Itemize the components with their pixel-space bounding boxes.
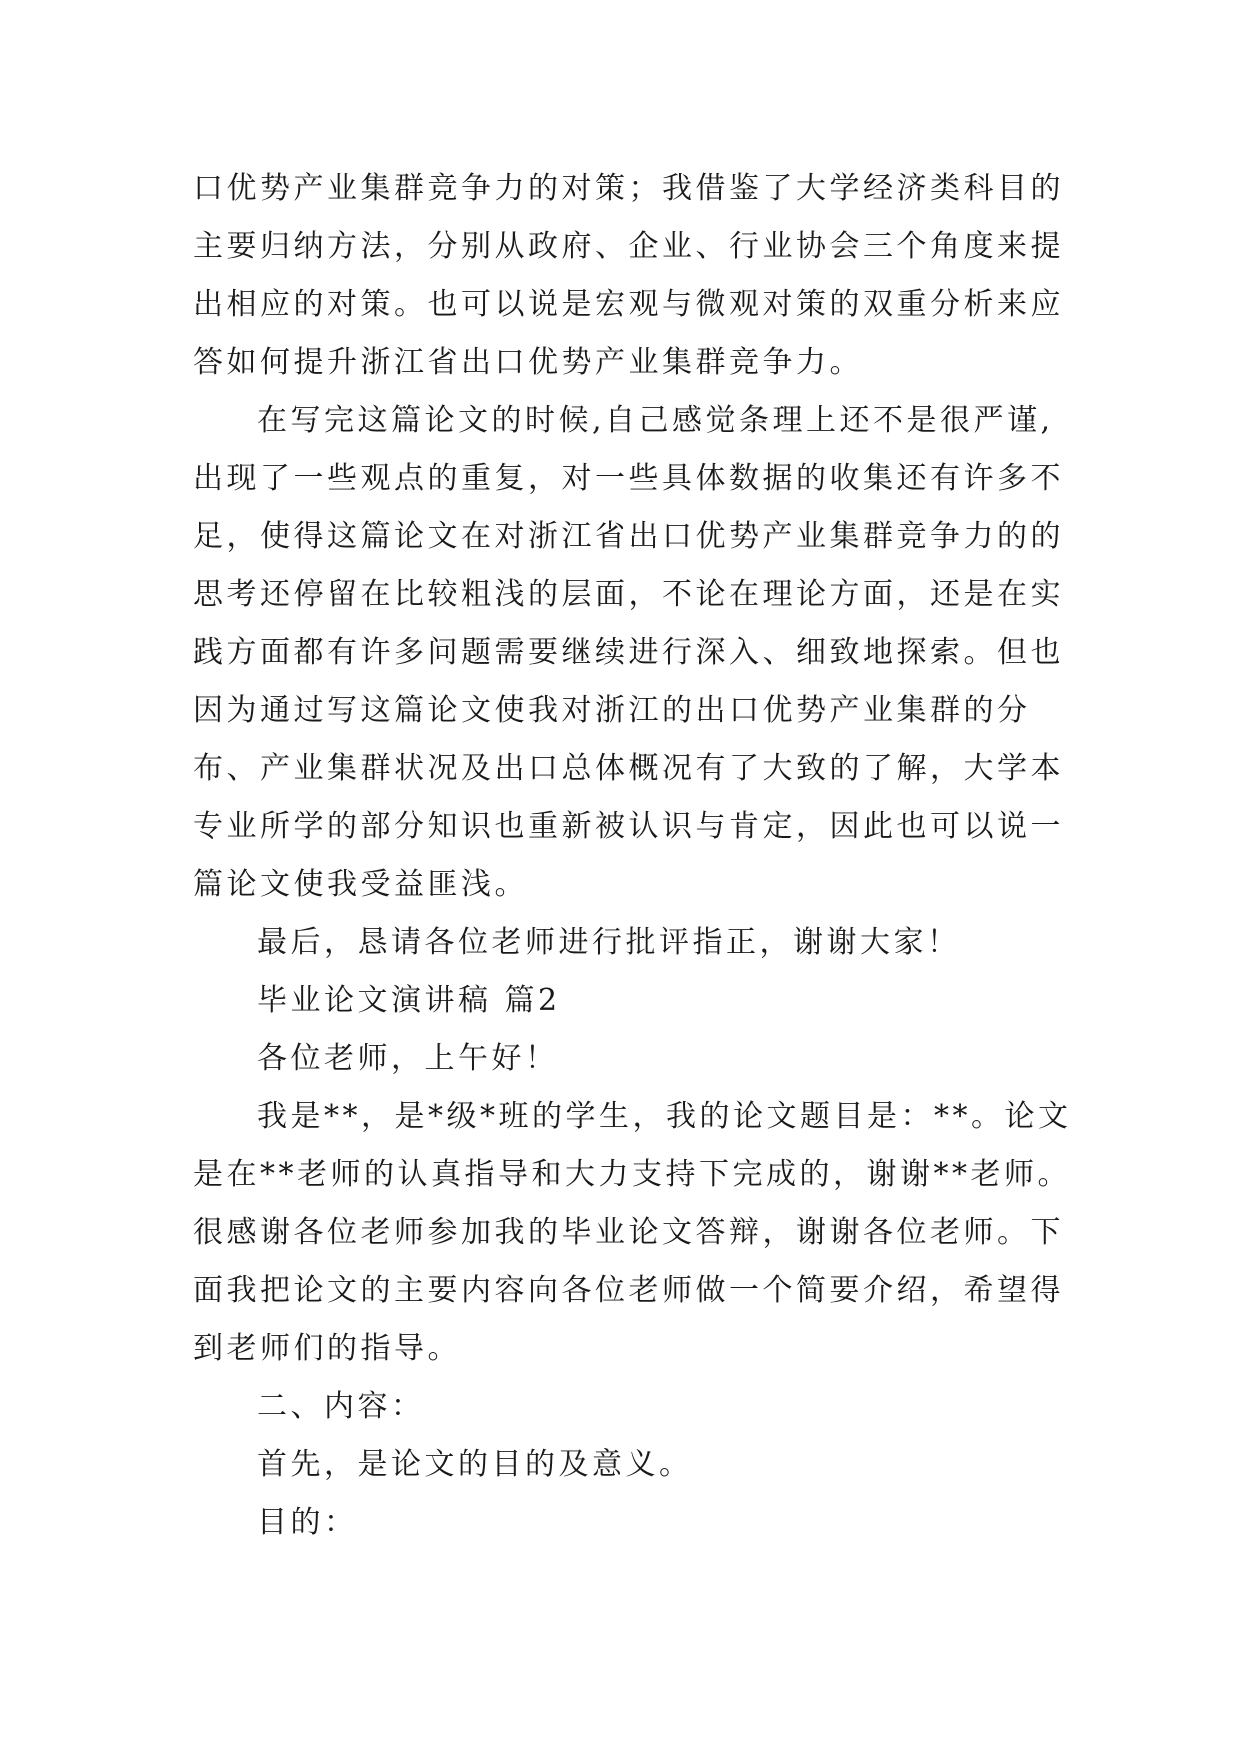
subsection-heading: 二、内容： xyxy=(257,1389,425,1424)
paragraph-start-line: 在写完这篇论文的时候,自己感觉条理上还不是很严谨, xyxy=(257,403,1054,438)
document-body xyxy=(193,160,1072,1552)
text-line: 口优势产业集群竞争力的对策；我借鉴了大学经济类科目的 xyxy=(193,171,1064,206)
section-heading: 毕业论文演讲稿 篇2 xyxy=(257,983,561,1018)
greeting-line: 各位老师，上午好！ xyxy=(257,1041,559,1076)
text-line: 篇论文使我受益匪浅。 xyxy=(193,867,528,902)
text-line: 出现了一些观点的重复，对一些具体数据的收集还有许多不 xyxy=(193,461,1064,496)
text-line: 专业所学的部分知识也重新被认识与肯定，因此也可以说一 xyxy=(193,809,1064,844)
text-line: 出相应的对策。也可以说是宏观与微观对策的双重分析来应 xyxy=(193,287,1064,322)
text-line: 到老师们的指导。 xyxy=(193,1331,461,1366)
text-line: 主要归纳方法，分别从政府、企业、行业协会三个角度来提 xyxy=(193,229,1064,264)
text-line: 答如何提升浙江省出口优势产业集群竞争力。 xyxy=(193,345,863,380)
paragraph-start-line: 首先，是论文的目的及意义。 xyxy=(257,1447,693,1482)
text-line: 践方面都有许多问题需要继续进行深入、细致地探索。但也 xyxy=(193,635,1064,670)
text-line: 因为通过写这篇论文使我对浙江的出口优势产业集群的分 xyxy=(193,693,1031,728)
paragraph-start-line: 我是**，是*级*班的学生，我的论文题目是：**。论文 xyxy=(257,1099,1072,1134)
paragraph-start-line: 目的： xyxy=(257,1505,358,1540)
text-line: 足，使得这篇论文在对浙江省出口优势产业集群竞争力的的 xyxy=(193,519,1064,554)
text-line: 面我把论文的主要内容向各位老师做一个简要介绍，希望得 xyxy=(193,1273,1064,1308)
text-line: 思考还停留在比较粗浅的层面，不论在理论方面，还是在实 xyxy=(193,577,1064,612)
text-line: 布、产业集群状况及出口总体概况有了大致的了解，大学本 xyxy=(193,751,1064,786)
paragraph-start-line: 最后，恳请各位老师进行批评指正，谢谢大家！ xyxy=(257,925,961,960)
text-line: 是在**老师的认真指导和大力支持下完成的，谢谢**老师。 xyxy=(193,1157,1071,1192)
text-line: 很感谢各位老师参加我的毕业论文答辩，谢谢各位老师。下 xyxy=(193,1215,1064,1250)
